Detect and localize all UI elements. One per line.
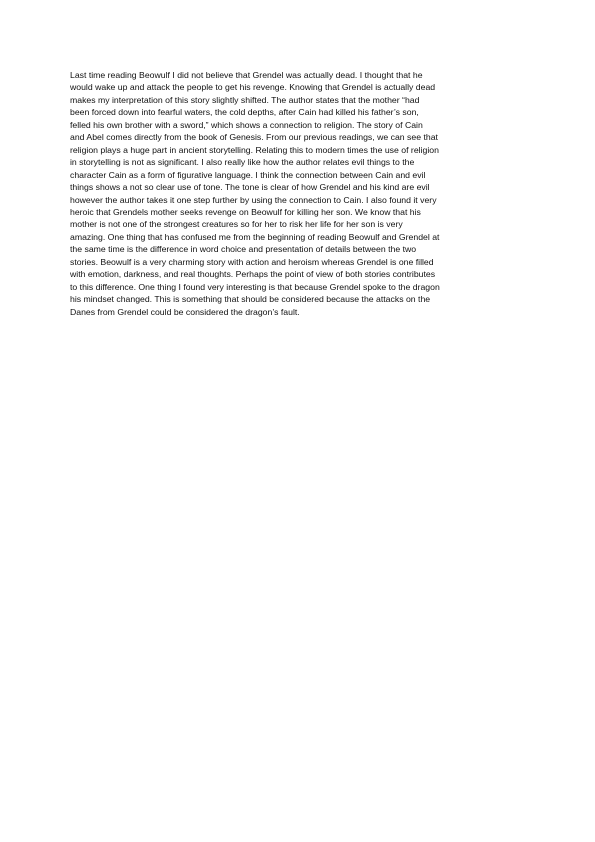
text-line: to this difference. One thing I found very interesting is that because Grendel spoke to the dragon [70,281,440,292]
text-line: makes my interpretation of this story slightly shifted. The author states that the mother “had [70,94,420,105]
text-line: felled his own brother with a sword,” which shows a connection to religion. The story of Cain [70,119,423,130]
text-line: religion plays a huge part in ancient storytelling. Relating this to modern times the use of religion [70,144,439,155]
text-line: mother is not one of the strongest creatures so for her to risk her life for her son is very [70,219,403,230]
text-line: the same time is the difference in word choice and presentation of details between the two [70,244,417,255]
text-line: his mindset changed. This is something that should be considered because the attacks on the [70,294,431,305]
text-line: heroic that Grendels mother seeks revenge on Beowulf for killing her son. We know that his [70,206,421,217]
body-paragraph [70,69,530,318]
text-line: things shows a not so clear use of tone. The tone is clear of how Grendel and his kind are evil [70,182,430,193]
text-line: however the author takes it one step further by using the connection to Cain. I also found it very [70,194,437,205]
text-line: Last time reading Beowulf I did not believe that Grendel was actually dead. I thought that he [70,70,423,80]
text-line: with emotion, darkness, and real thoughts. Perhaps the point of view of both stories contributes [70,269,436,280]
text-line: and Abel comes directly from the book of Genesis. From our previous readings, we can see that [70,132,438,143]
text-line: in storytelling is not as significant. I also really like how the author relates evil things to the [70,157,415,168]
text-line: character Cain as a form of figurative language. I think the connection between Cain and evil [70,169,426,180]
text-line: Danes from Grendel could be considered the dragon’s fault. [70,306,300,317]
text-line: stories. Beowulf is a very charming story with action and heroism whereas Grendel is one filled [70,256,434,267]
text-line: would wake up and attack the people to get his revenge. Knowing that Grendel is actually dead [70,82,436,93]
text-line: been forced down into fearful waters, the cold depths, after Cain had killed his father’s son, [70,107,419,118]
text-line: amazing. One thing that has confused me from the beginning of reading Beowulf and Grendel at [70,231,440,242]
